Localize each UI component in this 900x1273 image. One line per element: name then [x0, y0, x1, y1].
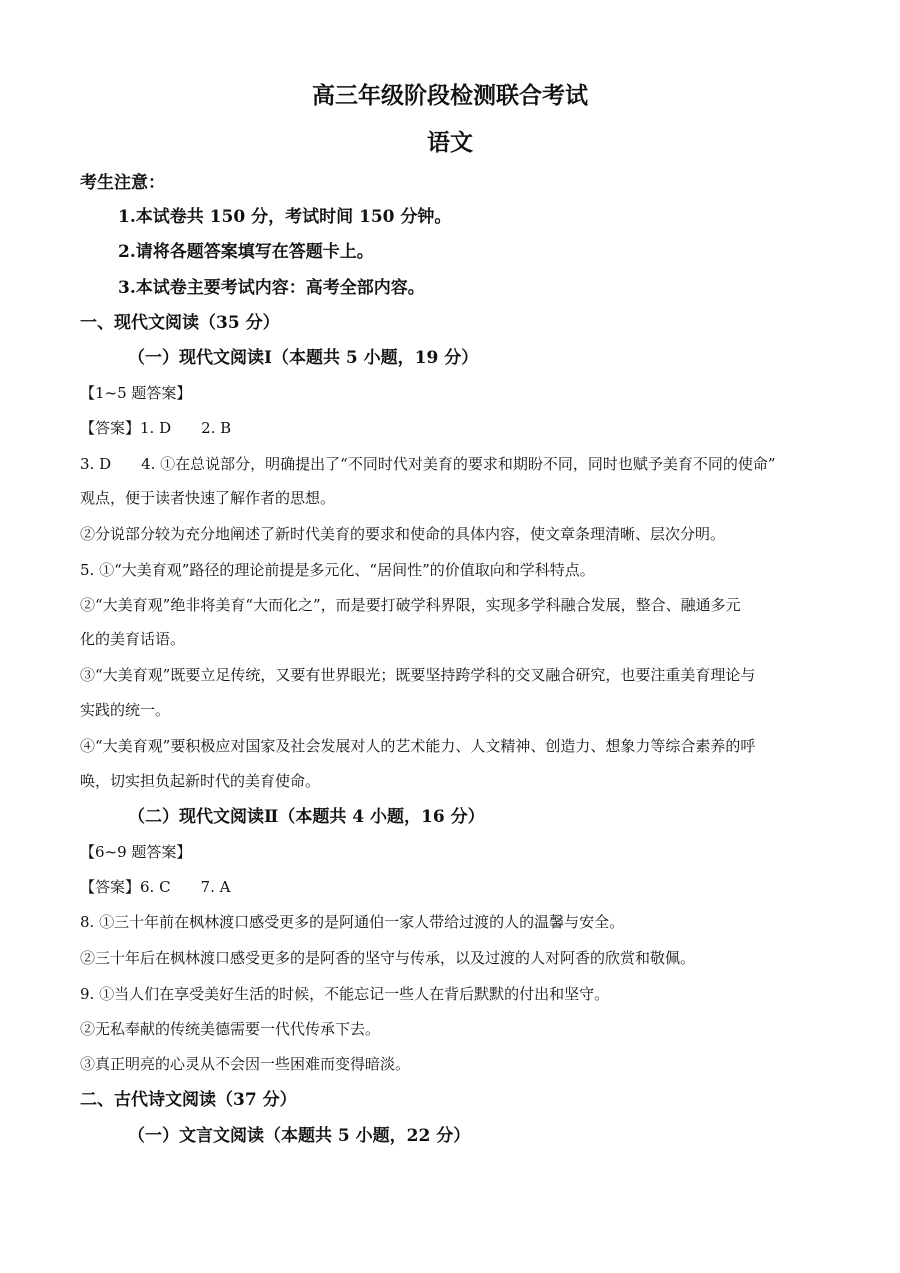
notice-item: 3.本试卷主要考试内容：高考全部内容。 [118, 278, 425, 298]
answer-text: ②三十年后在枫林渡口感受更多的是阿香的坚守与传承，以及过渡的人对阿香的欣赏和敬佩。 [80, 949, 696, 967]
part-heading: （二）现代文阅读Ⅱ（本题共 4 小题，16 分） [128, 807, 485, 827]
answer-text: 3. D 4. ①在总说部分，明确提出了“不同时代对美育的要求和期盼不同，同时也赋予美育不同的使命” [80, 455, 776, 473]
notice-heading: 考生注意： [80, 173, 165, 193]
answer-text: 8. ①三十年前在枫林渡口感受更多的是阿通伯一家人带给过渡的人的温馨与安全。 [80, 913, 625, 931]
answer-range: 【1~5 题答案】 [80, 384, 192, 402]
answer-text: ②分说部分较为充分地阐述了新时代美育的要求和使命的具体内容，使文章条理清晰、层次分明。 [80, 525, 726, 543]
answer-text: 唤，切实担负起新时代的美育使命。 [80, 772, 321, 790]
answer-text: ②“大美育观”绝非将美育“大而化之”，而是要打破学科界限，实现多学科融合发展，整合、融通多元 [80, 596, 741, 614]
answer-text: ③真正明亮的心灵从不会因一些困难而变得暗淡。 [80, 1055, 411, 1073]
answer-text: ④“大美育观”要积极应对国家及社会发展对人的艺术能力、人文精神、创造力、想象力等综合素养的呼 [80, 737, 756, 755]
answer-text: ②无私奉献的传统美德需要一代代传承下去。 [80, 1020, 381, 1038]
answer-text: 9. ①当人们在享受美好生活的时候，不能忘记一些人在背后默默的付出和坚守。 [80, 985, 610, 1003]
part-heading: （一）现代文阅读Ⅰ（本题共 5 小题，19 分） [128, 348, 479, 368]
answer-line: 【答案】6. C 7. A [80, 878, 231, 896]
section-heading: 二、古代诗文阅读（37 分） [80, 1090, 297, 1110]
answer-text: 化的美育话语。 [80, 630, 186, 648]
answer-text: 观点，便于读者快速了解作者的思想。 [80, 489, 336, 507]
answer-line: 【答案】1. D 2. B [80, 419, 232, 437]
answer-text: 实践的统一。 [80, 701, 171, 719]
part-heading: （一）文言文阅读（本题共 5 小题，22 分） [128, 1126, 471, 1146]
exam-title: 高三年级阶段检测联合考试 [312, 82, 588, 109]
subject-title: 语文 [427, 129, 473, 156]
notice-item: 1.本试卷共 150 分，考试时间 150 分钟。 [118, 207, 452, 227]
answer-text: 5. ①“大美育观”路径的理论前提是多元化、“居间性”的价值取向和学科特点。 [80, 561, 595, 579]
answer-range: 【6~9 题答案】 [80, 843, 192, 861]
notice-item: 2.请将各题答案填写在答题卡上。 [118, 242, 374, 262]
section-heading: 一、现代文阅读（35 分） [80, 313, 280, 333]
answer-text: ③“大美育观”既要立足传统，又要有世界眼光；既要坚持跨学科的交叉融合研究，也要注重美育理论与 [80, 666, 756, 684]
